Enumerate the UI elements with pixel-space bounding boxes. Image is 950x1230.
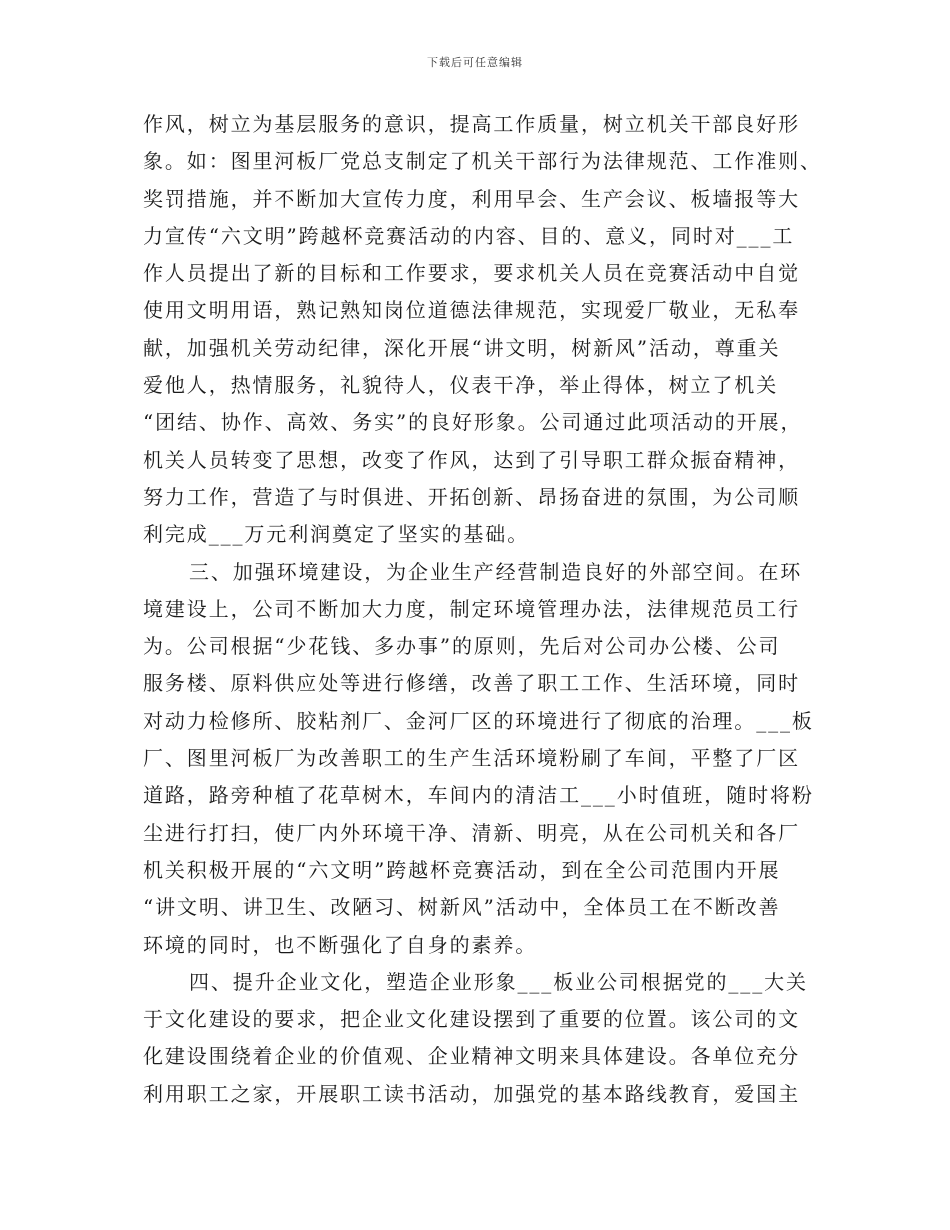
text-line: 力宣传“六文明”跨越杯竞赛活动的内容、目的、意义，同时对___工 bbox=[143, 223, 795, 248]
text-line: 象。如：图里河板厂党总支制定了机关干部行为法律规范、工作准则、 bbox=[143, 149, 822, 174]
text-line: “团结、协作、高效、务实”的良好形象。公司通过此项活动的开展， bbox=[143, 410, 803, 435]
text-line: 作人员提出了新的目标和工作要求，要求机关人员在竞赛活动中自觉 bbox=[143, 261, 800, 286]
paragraph-start-line: 三、加强环境建设，为企业生产经营制造良好的外部空间。在环 bbox=[189, 559, 803, 584]
text-line: 服务楼、原料供应处等进行修缮，改善了职工工作、生活环境，同时 bbox=[143, 671, 800, 696]
text-line: 尘进行打扫，使厂内外环境干净、清新、明亮，从在公司机关和各厂 bbox=[143, 820, 800, 845]
text-line: 境建设上，公司不断加大力度，制定环境管理办法，法律规范员工行 bbox=[143, 596, 800, 621]
text-line: 献，加强机关劳动纪律，深化开展“讲文明，树新风”活动，尊重关 bbox=[143, 335, 781, 360]
text-line: 利用职工之家，开展职工读书活动，加强党的基本路线教育，爱国主 bbox=[143, 1081, 800, 1106]
text-line: 道路，路旁种植了花草树木，车间内的清洁工___小时值班，随时将粉 bbox=[143, 783, 814, 808]
text-line: 作风，树立为基层服务的意识，提高工作质量，树立机关干部良好形 bbox=[143, 112, 800, 136]
text-line: 利完成___万元利润奠定了坚实的基础。 bbox=[143, 522, 530, 547]
text-line: 厂、图里河板厂为改善职工的生产生活环境粉刷了车间，平整了厂区 bbox=[143, 746, 800, 771]
page-header: 下载后可任意编辑 bbox=[427, 56, 523, 69]
text-line: 对动力检修所、胶粘剂厂、金河厂区的环境进行了彻底的治理。___板 bbox=[143, 708, 814, 733]
text-line: 于文化建设的要求，把企业文化建设摆到了重要的位置。该公司的文 bbox=[143, 1007, 800, 1032]
text-line: 奖罚措施，并不断加大宣传力度，利用早会、生产会议、板墙报等大 bbox=[143, 186, 800, 211]
text-line: 使用文明用语，熟记熟知岗位道德法律规范，实现爱厂敬业，无私奉 bbox=[143, 298, 800, 323]
text-line: 为。公司根据“少花钱、多办事”的原则，先后对公司办公楼、公司 bbox=[143, 634, 781, 659]
text-line: “讲文明、讲卫生、改陋习、树新风”活动中，全体员工在不断改善 bbox=[143, 895, 781, 920]
text-line: 机关人员转变了思想，改变了作风，达到了引导职工群众振奋精神， bbox=[143, 447, 800, 472]
text-line: 化建设围绕着企业的价值观、企业精神文明来具体建设。各单位充分 bbox=[143, 1044, 800, 1069]
text-line: 爱他人，热情服务，礼貌待人，仪表干净，举止得体，树立了机关 bbox=[143, 373, 779, 398]
text-line: 努力工作，营造了与时俱进、开拓创新、昂扬奋进的氛围，为公司顺 bbox=[143, 484, 800, 509]
document-body bbox=[143, 106, 833, 1113]
text-line: 环境的同时，也不断强化了自身的素养。 bbox=[143, 932, 538, 957]
paragraph-start-line: 四、提升企业文化，塑造企业形象___板业公司根据党的___大关 bbox=[189, 969, 808, 994]
text-line: 机关积极开展的“六文明”跨越杯竞赛活动，到在全公司范围内开展 bbox=[143, 857, 781, 882]
